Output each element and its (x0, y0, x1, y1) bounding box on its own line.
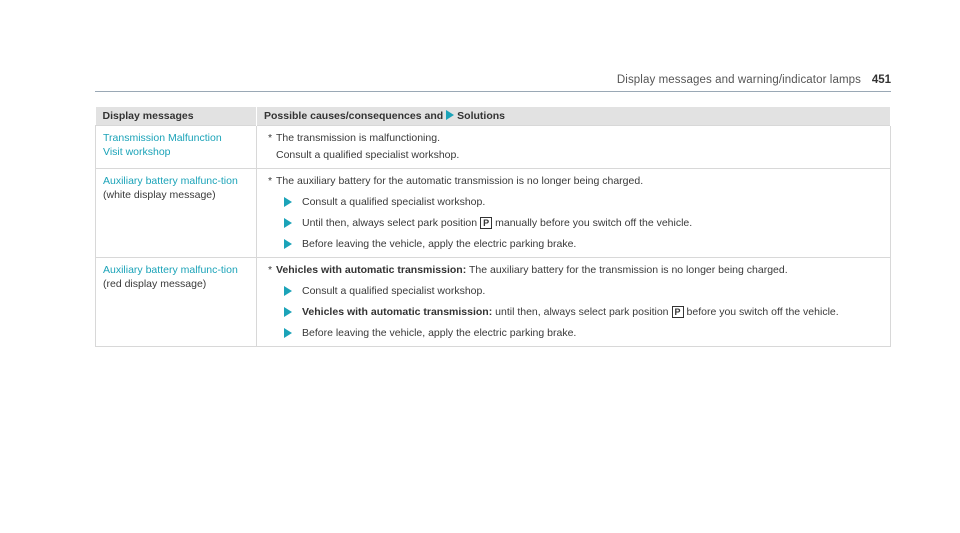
solution-step (284, 284, 883, 298)
cause-body: The auxiliary battery for the transmission is no longer being charged. (468, 264, 788, 276)
step-bold-label: Vehicles with automatic transmission: (302, 306, 493, 318)
message-name: Auxiliary battery malfunc-tion (103, 175, 238, 187)
cause-extra-text: Consult a qualified specialist workshop. (276, 149, 460, 161)
col-header-display-messages (96, 107, 257, 126)
asterisk-marker: * (267, 132, 273, 144)
table-header-row (96, 107, 891, 126)
step-text: Before leaving the vehicle, apply the electric parking brake. (302, 238, 577, 250)
cause-text: The auxiliary battery for the automatic transmission is no longer being charged. (276, 175, 644, 187)
cause-text: The transmission is malfunctioning. (276, 132, 440, 144)
triangle-arrow-icon (284, 239, 292, 249)
triangle-arrow-icon (284, 286, 292, 296)
cause-line (264, 174, 883, 188)
step-text (302, 305, 839, 319)
asterisk-marker: * (267, 264, 273, 276)
asterisk-marker: * (267, 175, 273, 187)
col2-header-label-a: Possible causes/consequences and (264, 110, 444, 122)
message-cell (96, 258, 257, 347)
cause-line (264, 131, 883, 145)
col-header-causes-solutions (257, 107, 891, 126)
solution-step (284, 326, 883, 340)
park-position-key-icon: P (672, 306, 684, 318)
triangle-arrow-icon (284, 197, 292, 207)
step-text-a: Until then, always select park position (302, 217, 478, 229)
cause-cell (257, 169, 891, 258)
header-title: Display messages and warning/indicator lamps (616, 74, 861, 86)
solution-step (284, 195, 883, 209)
cause-text (276, 263, 788, 277)
step-text: Consult a qualified specialist workshop. (302, 196, 486, 208)
park-position-key-icon: P (480, 217, 492, 229)
cause-line (264, 263, 883, 277)
triangle-arrow-icon (284, 218, 292, 228)
step-text-b: before you switch off the vehicle. (686, 306, 839, 318)
display-messages-table (95, 107, 891, 347)
table-row (96, 126, 891, 169)
cause-cell (257, 258, 891, 347)
message-name: Auxiliary battery malfunc-tion (103, 264, 238, 276)
message-name: Transmission Malfunction Visit workshop (103, 132, 222, 158)
table-row (96, 169, 891, 258)
triangle-arrow-icon (446, 110, 454, 120)
step-text-b: manually before you switch off the vehicle. (495, 217, 693, 229)
triangle-arrow-icon (284, 328, 292, 338)
step-text: Consult a qualified specialist workshop. (302, 285, 486, 297)
table-row (96, 258, 891, 347)
page-number: 451 (871, 74, 891, 86)
solution-step (284, 305, 883, 319)
cause-bold-label: Vehicles with automatic transmission: (276, 264, 467, 276)
cause-cell (257, 126, 891, 169)
message-cell (96, 126, 257, 169)
step-text (302, 216, 692, 230)
message-cell (96, 169, 257, 258)
triangle-arrow-icon (284, 307, 292, 317)
message-note: (white display message) (103, 189, 216, 201)
page-header (95, 74, 891, 92)
col1-header-label: Display messages (102, 110, 194, 122)
step-text-a: until then, always select park position (495, 306, 669, 318)
solution-step (284, 237, 883, 251)
message-note: (red display message) (103, 278, 207, 290)
col2-header-label-b: Solutions (457, 110, 506, 122)
step-text: Before leaving the vehicle, apply the electric parking brake. (302, 327, 577, 339)
solution-step (284, 216, 883, 230)
